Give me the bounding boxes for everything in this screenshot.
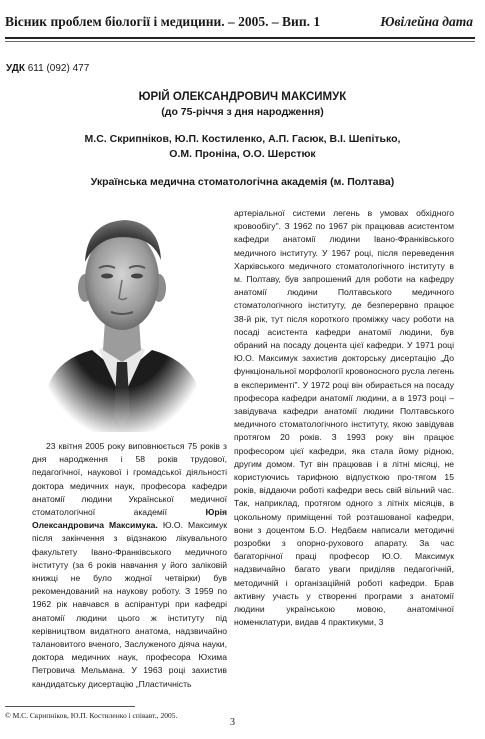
article-subtitle: (до 75-річчя з дня народження) [161, 106, 324, 118]
authors-line-1: М.С. Скрипніков, Ю.П. Костиленко, А.П. Гасюк, В.І. Шепітько, [84, 133, 401, 145]
person-name: ЮРІЙ ОЛЕКСАНДРОВИЧ МАКСИМУК [138, 91, 347, 103]
authors-line-2: О.М. Проніна, О.О. Шерстюк [169, 148, 316, 160]
paragraph-1 [32, 440, 227, 691]
section-name: Ювілейна дата [380, 14, 473, 29]
header-rule [5, 37, 475, 39]
udc-number: 611 (092) 477 [27, 63, 90, 74]
footnote-rule [5, 706, 135, 707]
paragraph-continued: артеріальної системи легень в умовах обхідного кровообігу". З 1962 по 1967 рік працював асистентом кафедри анатомії людини Івано-Франківського медичного інституту. У 1967 році, після переведення Харківського медичного стоматологічного інституту в м. Полтаву, був запрошений для роботи на кафедру анатомії людини Полтавського медичного стоматологічного інституту, де безперервно працює 38-й рік, тут після короткого проміжку часу роботи на посаді асистента кафедри анатомії людини, був обраний на посаду доцента цієї кафедри. У 1971 році Ю.О. Максимук захистив докторську дисертацію „До функціональної морфології кровоносного русла легень в експерименті". У 1972 році він обирається на посаду професора кафедри анатомії людини, а в 1973 році – завідувача кафедри анатомії людини Полтавського медичного стоматологічного інституту, якою завідував протягом 20 років. З 1993 року він працює професором цієї кафедри, яка стала йому рідною, другим домом. Тут він працював і в літні місяці, не користуючись тарифною відпусткою про-тягом 15 років, віддаючи роботі кафедри весь свій вільний час. Так, наприклад, протягом одного з літніх місяців, в цокольному приміщенні той розташованої кафедри, вони з доцентом Б.О. Недбаєм написали методичні розробки з опорно-рухового апарату. За час багаторічної праці професор Ю.О. Максимук надзвичайно багато уваги приділяв педагогічній, методичній і організаційній роботі кафедри. Брав активну участь у створенні програми з анатомії людини українською мовою, анатомічної номенклатури, видав 4 практикуми, 3 [234, 208, 454, 628]
body-column-right [234, 207, 454, 630]
header-rule-thin [5, 41, 475, 42]
portrait-photo [37, 200, 207, 432]
body-column-left [32, 440, 227, 691]
udc-code [6, 63, 89, 74]
journal-title: Вісник проблем біології і медицини. – 2005. – Вип. 1 [5, 14, 321, 29]
copyright-notice: © М.С. Скрипніков, Ю.П. Костиленко і співавт., 2005. [5, 711, 178, 720]
text-segment: Ю.О. Максимук після закінчення з відзнакою лікувального факультету Івано-Франківського медичного інституту (за 6 років навчання у його заліковій книжці не було жодної четвірки) був рекомендований на наукову роботу. З 1959 по 1962 рік навчався в аспірантурі при кафедрі анатомії людини цього ж інституту під керівництвом видатного анатома, надзвичайно талановитого вченого, Заслуженого діяча науки, доктора медичних наук, професора Юхима Петровича Мельмана. У 1963 році захистив кандидатську дисертацію „Пластичність [32, 520, 227, 689]
running-header [5, 10, 475, 36]
page-number: 3 [230, 717, 235, 728]
authors [0, 132, 485, 162]
honoree-name: Юрія Олександровича Максимука. [32, 507, 227, 531]
udc-label: УДК [6, 63, 25, 74]
institution: Українська медична стоматологічна академія (м. Полтава) [90, 176, 395, 188]
text-segment: 23 квітня 2005 року виповнюється 75 років з дня народження і 58 років трудової, педагогічної, наукової і громадської діяльності доктора медичних наук, професора кафедри анатомії людини Української медичної стоматологічної академії [32, 441, 227, 518]
